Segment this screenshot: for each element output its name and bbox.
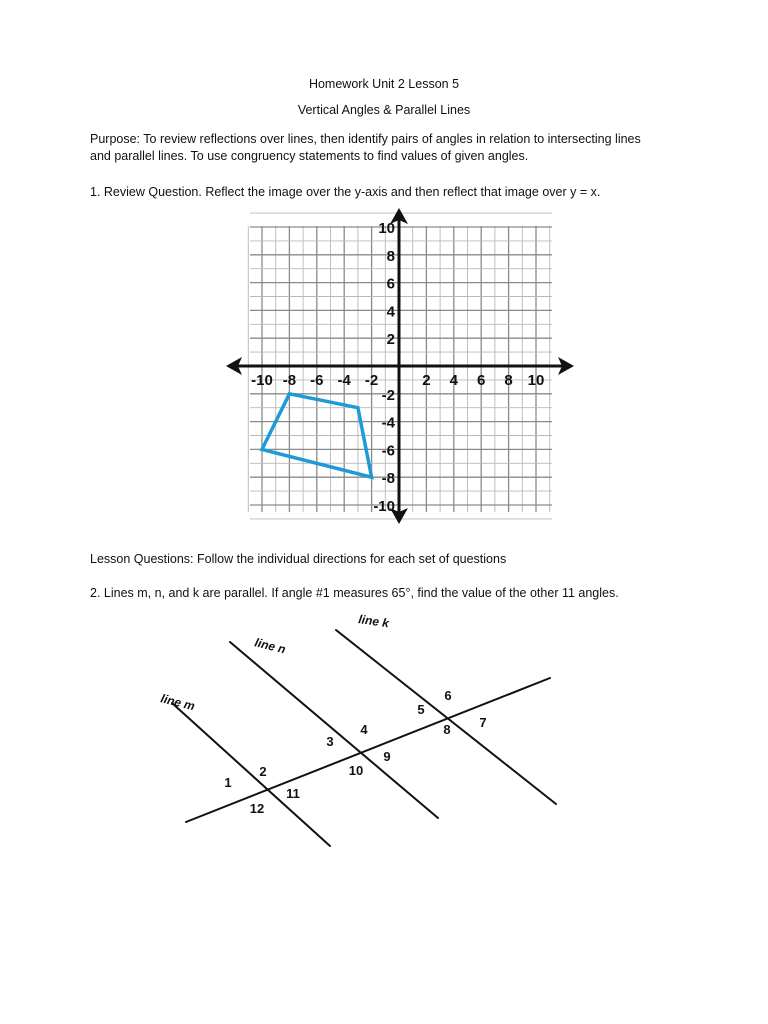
line-m-label: line m — [159, 691, 197, 714]
y-tick-label: 10 — [378, 220, 395, 237]
parallel-lines-diagram — [172, 630, 556, 846]
x-tick-label: 8 — [504, 372, 513, 389]
x-tick-label: -8 — [282, 372, 297, 389]
angle-label-2: 2 — [259, 764, 267, 779]
coordinate-graph — [226, 208, 574, 524]
x-tick-label: -6 — [310, 372, 324, 389]
x-tick-label: 2 — [422, 372, 431, 389]
y-tick-label: 6 — [386, 275, 395, 293]
question-1-text: 1. Review Question. Reflect the image over the y-axis and then reflect that image over y = x. — [90, 185, 601, 199]
diagram-labels — [159, 612, 391, 713]
angle-label-11: 11 — [286, 786, 300, 801]
y-tick-label: -10 — [373, 498, 395, 515]
angle-label-7: 7 — [479, 715, 487, 730]
angle-label-8: 8 — [443, 722, 451, 737]
page-subtitle: Vertical Angles & Parallel Lines — [297, 103, 471, 117]
y-tick-label: 2 — [386, 331, 395, 349]
y-tick-label: -2 — [381, 386, 395, 404]
purpose-line-1: Purpose: To review reflections over lines, then identify pairs of angles in relation to intersecting lines — [90, 132, 641, 146]
x-tick-label: -10 — [251, 372, 273, 389]
y-tick-label: -6 — [381, 442, 395, 460]
transversal — [186, 678, 550, 822]
y-tick-label: 8 — [386, 247, 395, 265]
purpose-line-2: and parallel lines. To use congruency statements to find values of given angles. — [90, 149, 529, 163]
angle-label-5: 5 — [417, 702, 425, 717]
x-tick-label: 6 — [477, 372, 486, 389]
page-title: Homework Unit 2 Lesson 5 — [308, 77, 460, 91]
line-k-label: line k — [357, 612, 390, 631]
line-k — [336, 630, 556, 804]
angle-label-12: 12 — [249, 801, 265, 816]
angle-labels — [224, 688, 486, 816]
y-tick-label: 4 — [386, 303, 395, 321]
x-tick-label: 4 — [449, 372, 458, 389]
y-tick-label: -8 — [381, 470, 395, 488]
x-tick-label: -2 — [364, 372, 379, 389]
x-tick-label: -4 — [337, 372, 351, 389]
question-2-text: 2. Lines m, n, and k are parallel. If angle #1 measures 65°, find the value of the other 11 angles. — [90, 586, 619, 600]
angle-label-1: 1 — [224, 775, 232, 790]
angle-label-4: 4 — [360, 722, 368, 737]
angle-label-9: 9 — [383, 749, 391, 764]
x-tick-label: 10 — [527, 372, 545, 389]
angle-label-10: 10 — [348, 763, 364, 778]
y-tick-label: -4 — [381, 414, 395, 432]
angle-label-3: 3 — [326, 734, 334, 749]
lesson-intro: Lesson Questions: Follow the individual directions for each set of questions — [90, 552, 507, 566]
angle-label-6: 6 — [444, 688, 452, 703]
line-n-label: line n — [253, 635, 288, 657]
